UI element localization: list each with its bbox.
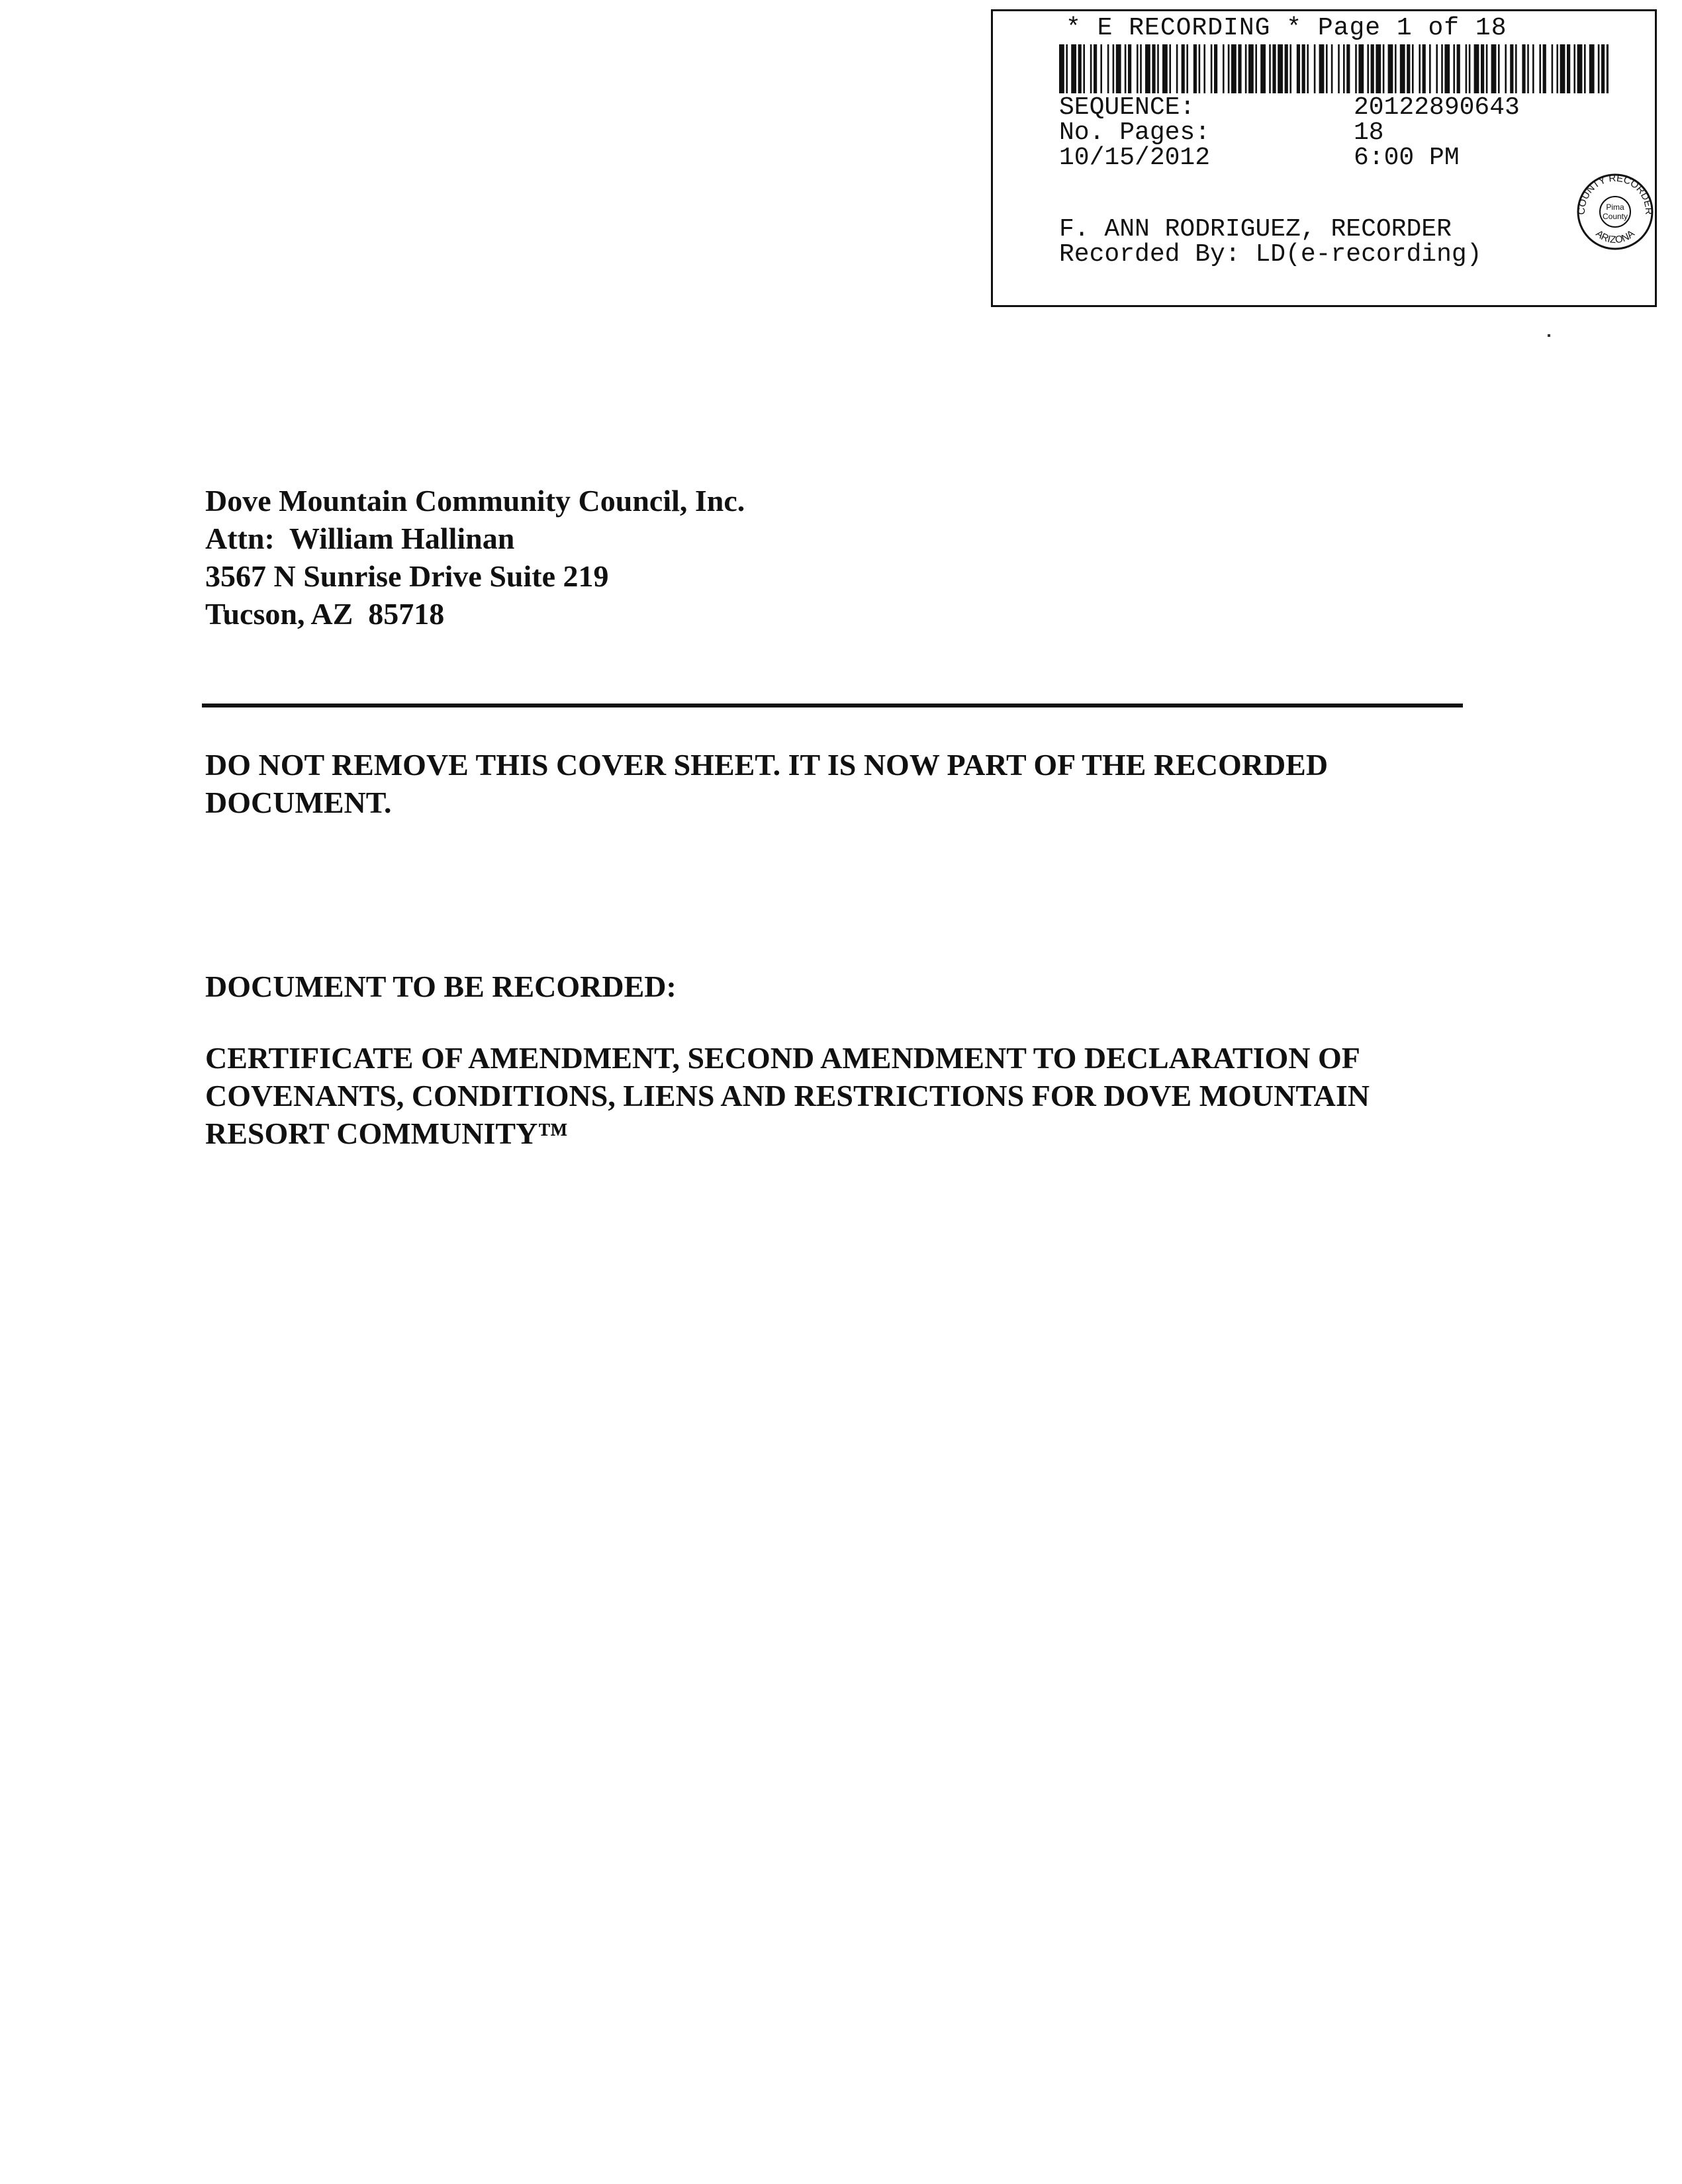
barcode-bar (1486, 44, 1488, 93)
barcode-bar (1199, 44, 1201, 93)
barcode-bar (1444, 44, 1450, 93)
barcode-bar (1474, 44, 1479, 93)
barcode-bar (1584, 44, 1586, 93)
recording-time: 6:00 PM (1354, 144, 1460, 172)
barcode-bar (1598, 44, 1600, 93)
barcode-bar (1302, 44, 1305, 93)
barcode-bar (1607, 44, 1609, 93)
barcode-bar (1326, 44, 1328, 93)
barcode-bar (1248, 44, 1254, 93)
barcode-bar (1169, 44, 1171, 93)
barcode-bar (1289, 44, 1291, 93)
barcode-bar (1269, 44, 1271, 93)
barcode-bar (1211, 44, 1213, 93)
barcode-bar (1245, 44, 1247, 93)
barcode-bar (1441, 44, 1443, 93)
stray-mark (1548, 334, 1550, 337)
barcode-bar (1285, 44, 1288, 93)
barcode-bar (1297, 44, 1300, 93)
barcode-bar (1090, 44, 1092, 93)
document-label: DOCUMENT TO BE RECORDED: (205, 970, 677, 1003)
barcode-bar (1539, 44, 1541, 93)
address-line-street: 3567 N Sunrise Drive Suite 219 (205, 559, 609, 593)
barcode-bar (1343, 44, 1345, 93)
sequence-label: SEQUENCE: (1059, 93, 1195, 122)
barcode-bar (1228, 44, 1230, 93)
barcode-bar (1560, 44, 1565, 93)
barcode-bar (1214, 44, 1217, 93)
barcode-bar (1400, 44, 1405, 93)
barcode-bar (1527, 44, 1529, 93)
barcode-bar (1272, 44, 1276, 93)
barcode-bar (1436, 44, 1438, 93)
barcode-bar (1355, 44, 1357, 93)
stamp-header: * E RECORDING * Page 1 of 18 (1066, 14, 1507, 42)
seal-bottom-text: ARIZONA (1593, 228, 1637, 246)
seal-center-line1: Pima (1606, 203, 1624, 212)
barcode-bar (1152, 44, 1155, 93)
pages-label: No. Pages: (1059, 118, 1211, 147)
document-title: CERTIFICATE OF AMENDMENT, SECOND AMENDMENT TO DECLARATION OF COVENANTS, CONDITIONS, LIENS AND RESTRICTIONS FOR DOVE MOUNTAIN RESORT COMMUNITY™ (205, 1041, 1370, 1150)
barcode-bar (1532, 44, 1534, 93)
seal-top-text: COUNTY RECORDER (1575, 172, 1655, 215)
barcode-bar (1059, 44, 1064, 93)
address-line-org: Dove Mountain Community Council, Inc. (205, 484, 745, 518)
barcode-bar (1071, 44, 1076, 93)
barcode-bar (1407, 44, 1410, 93)
barcode-bar (1176, 44, 1178, 93)
barcode-bar (1157, 44, 1159, 93)
barcode-bar (1307, 44, 1309, 93)
barcode-bar (1481, 44, 1484, 93)
barcode-bar (1238, 44, 1241, 93)
barcode-bar (1573, 44, 1575, 93)
barcode-bar (1505, 44, 1507, 93)
barcode-bar (1567, 44, 1570, 93)
barcode-bar (1128, 44, 1131, 93)
barcode-bar (1453, 44, 1455, 93)
barcode-bar (1556, 44, 1558, 93)
barcode-bar (1145, 44, 1150, 93)
barcode-bar (1140, 44, 1142, 93)
barcode-bar (1231, 44, 1237, 93)
barcode-bar (1498, 44, 1500, 93)
barcode-bar (1457, 44, 1460, 93)
barcode-bar (1371, 44, 1374, 93)
barcode-bar (1116, 44, 1121, 93)
barcode-bar (1314, 44, 1316, 93)
barcode-bar (1100, 44, 1102, 93)
barcode-icon (1059, 44, 1609, 93)
barcode-bar (1376, 44, 1381, 93)
barcode-bar (1162, 44, 1168, 93)
barcode-bar (1383, 44, 1385, 93)
barcode-bar (1182, 44, 1185, 93)
barcode-bar (1589, 44, 1595, 93)
barcode-bar (1395, 44, 1397, 93)
county-recorder-seal-icon (1575, 162, 1655, 261)
barcode-bar (1094, 44, 1097, 93)
barcode-bar (1125, 44, 1127, 93)
barcode-bar (1388, 44, 1393, 93)
barcode-bar (1358, 44, 1364, 93)
barcode-bar (1491, 44, 1497, 93)
barcode-bar (1419, 44, 1421, 93)
barcode-bar (1466, 44, 1468, 93)
return-address (205, 482, 745, 633)
barcode-bar (1203, 44, 1205, 93)
barcode-bar (1577, 44, 1583, 93)
barcode-bar (1078, 44, 1082, 93)
barcode-bar (1083, 44, 1085, 93)
barcode-bar (1107, 44, 1109, 93)
recorder-name: F. ANN RODRIGUEZ, RECORDER (1059, 215, 1452, 244)
barcode-bar (1423, 44, 1426, 93)
barcode-bar (1429, 44, 1431, 93)
barcode-bar (1186, 44, 1188, 93)
recording-date: 10/15/2012 (1059, 144, 1211, 172)
svg-text:ARIZONA (1593, 228, 1636, 246)
barcode-bar (1510, 44, 1513, 93)
barcode-bar (1223, 44, 1225, 93)
barcode-bar (1278, 44, 1283, 93)
barcode-bar (1601, 44, 1605, 93)
recorded-by: Recorded By: LD(e-recording) (1059, 240, 1482, 269)
barcode-bar (1066, 44, 1068, 93)
seal-center-line2: County (1602, 212, 1628, 221)
barcode-bar (1319, 44, 1325, 93)
address-line-attn: Attn: William Hallinan (205, 522, 515, 555)
sequence-value: 20122890643 (1354, 93, 1520, 122)
barcode-bar (1367, 44, 1369, 93)
divider (202, 704, 1463, 707)
cover-sheet-notice: DO NOT REMOVE THIS COVER SHEET. IT IS NOW PART OF THE RECORDED DOCUMENT. (205, 748, 1329, 819)
recording-stamp (991, 9, 1657, 307)
barcode-bar (1552, 44, 1554, 93)
barcode-bar (1338, 44, 1340, 93)
barcode-bar (1543, 44, 1546, 93)
barcode-bar (1346, 44, 1350, 93)
barcode-bar (1331, 44, 1333, 93)
barcode-bar (1113, 44, 1115, 93)
barcode-bar (1515, 44, 1517, 93)
barcode-bar (1137, 44, 1139, 93)
pages-value: 18 (1354, 118, 1384, 147)
barcode-bar (1412, 44, 1414, 93)
barcode-bar (1469, 44, 1471, 93)
address-line-city: Tucson, AZ 85718 (205, 597, 445, 631)
barcode-bar (1193, 44, 1197, 93)
barcode-bar (1522, 44, 1525, 93)
barcode-bar (1255, 44, 1257, 93)
barcode-bar (1260, 44, 1266, 93)
